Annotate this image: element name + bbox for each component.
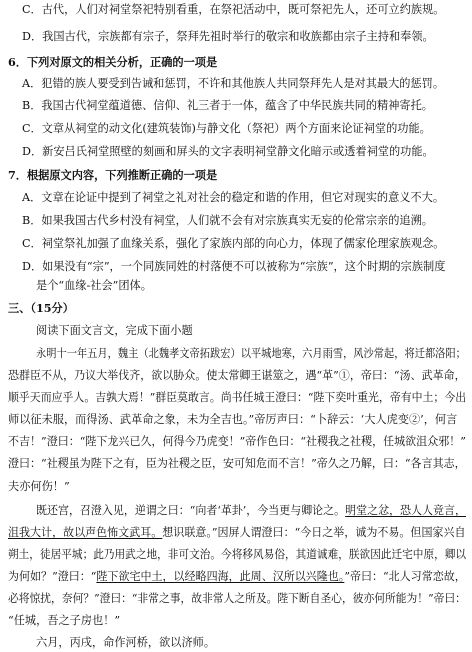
section-three-title: 三、（15分） [8, 301, 74, 315]
passage-text: 想识联意。”因屏人谓澄曰：“今日之举，诚为不易。但国家兴自 [162, 525, 466, 539]
q7-option-d-line1: D．如果没有“宗”，一个同族同姓的村落便不可以被称为“宗族”，这个时期的宗族制度 [22, 259, 446, 273]
q6-option-b: B．我国古代祠堂蕴道德、信仰、礼三者于一体，蕴含了中华民族共同的精神寄托。 [22, 99, 433, 113]
passage-line [36, 504, 466, 518]
q7-option-d-line2: 是个“血缘-社会”团体。 [36, 278, 152, 292]
q5-option-c: C．古代，人们对祠堂祭祀特别看重，在祭祀活动中，既可祭祀先人，还可立约族规。 [22, 2, 445, 16]
passage-line: 顺乎天而应乎人。吉孰大焉！”群臣莫敢言。尚书任城王澄曰：“陛下奕叶重光，帝有中土；今出 [8, 391, 467, 405]
q6-option-d: D．新安吕氏祠堂照壁的刻画和屏头的文字表明祠堂静文化暗示或透着祠堂的功能。 [22, 144, 434, 158]
passage-line [8, 526, 466, 540]
passage-line: 恐群臣不从，乃议大举伐齐，欲以胁众。使太常卿王谌筮之，遇“革”①，帝曰：“汤、武革命， [8, 369, 466, 383]
passage-line: 永明十一年五月，魏主（北魏孝文帝拓跋宏）以平城地寒，六月雨雪，风沙常起，将迁都洛阳； [36, 347, 466, 360]
passage-line [8, 570, 466, 584]
passage-line: 朔土，徒居平城；此乃用武之地，非可文治。今将移风易俗，其道诚难，朕欲因此迁宅中原，卿以 [8, 547, 467, 561]
passage-text: 既还宫，召澄入见，逆谓之曰：“向者‘革卦’，今当更与卿论之。 [36, 503, 346, 517]
q5-option-d: D．我国古代，宗族都有宗子，祭拜先祖时举行的敬宗和收族都由宗子主持和奉领。 [22, 30, 434, 44]
underlined-sentence: 明堂之忿，恐人人竞言， [345, 503, 466, 517]
q6-option-c: C．文章从祠堂的动文化(建筑装饰)与静文化（祭祀）两个方面来论证祠堂的功能。 [22, 121, 431, 135]
passage-line: “任城，吾之子房也！” [8, 613, 121, 627]
underlined-sentence: 沮我大计，故以声色怖文武耳。 [8, 525, 163, 539]
passage-text: ”帝曰：“北人习常恋故， [344, 569, 466, 583]
q7-option-b: B．如果我国古代乡村没有祠堂，人们就不会有对宗族真实无妄的伦常宗亲的追溯。 [22, 213, 433, 227]
passage-line: 必将惊扰，奈何？”澄曰：“非常之事，故非常人之所及。陛下断自圣心，彼亦何所能为！”帝曰： [8, 591, 466, 605]
q6-stem: 6．下列对原文的相关分析，正确的一项是 [8, 55, 218, 70]
section-three-intro: 阅读下面文言文，完成下面小题 [36, 324, 193, 337]
q7-option-c: C．祠堂祭礼加强了血缘关系，强化了家族内部的向心力，体现了儒家伦理家族观念。 [22, 236, 445, 250]
passage-line: 不吉！”澄曰：“陛下龙兴已久，何得今乃虎变！”帝作色曰：“社稷我之社稷，任城欲沮众邪！” [8, 435, 466, 449]
passage-line: 夫亦何伤！” [8, 479, 70, 493]
q6-option-a: A．犯错的族人要受到告诫和惩罚，不许和其他族人共同祭拜先人是对其最大的惩罚。 [22, 77, 445, 91]
passage-text: 为何如？”澄曰：“ [8, 569, 97, 583]
underlined-sentence: 陛下欲宅中土，以经略四海，此周、汉所以兴隆也。 [96, 569, 345, 583]
q7-stem: 7．根据原文内容，下列推断正确的一项是 [8, 167, 218, 182]
passage-line: 六月，丙戌，命作河桥，欲以济师。 [36, 636, 216, 649]
passage-line: 澄曰：“社稷虽为陛下之有，臣为社稷之臣，安可知危而不言！”帝久之乃解，曰：“各言其志， [8, 457, 466, 471]
q7-option-a: A．文章在论证中提到了祠堂之礼对社会的稳定和谐的作用，但它对现实的意义不大。 [22, 190, 445, 204]
passage-line: 师以征未服，而得汤、武革命之象，未为全吉也。”帝厉声曰：“卜辞云：‘大人虎变②’，何言 [8, 413, 458, 427]
